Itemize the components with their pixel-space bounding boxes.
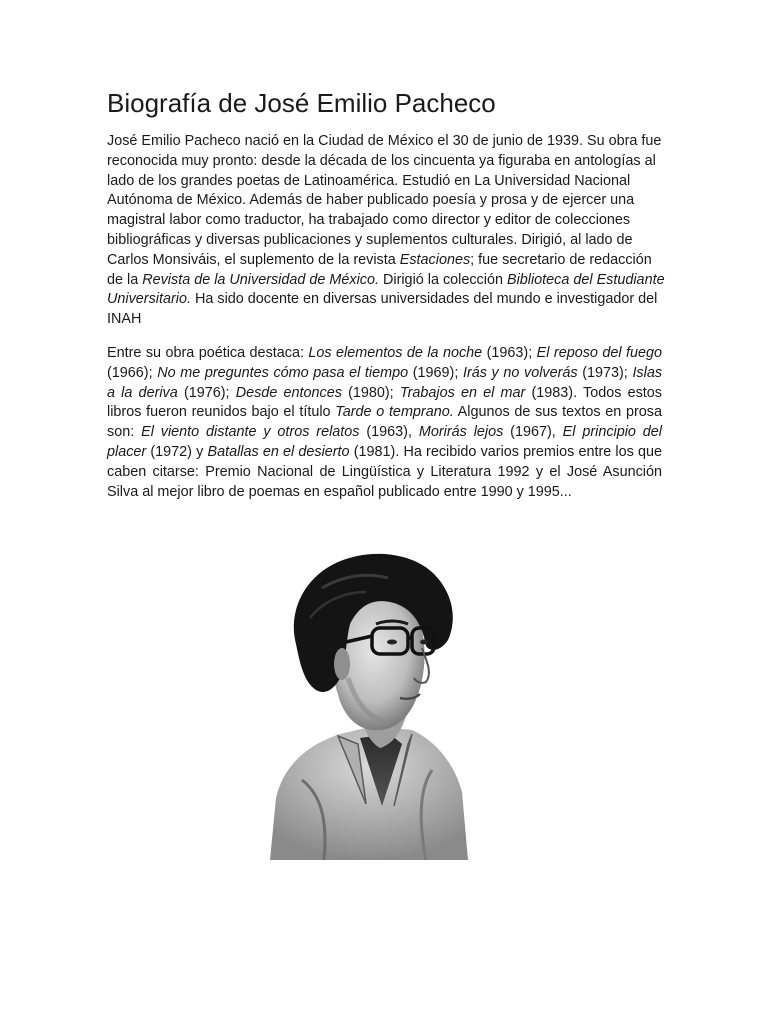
- text-run: (1973);: [577, 364, 633, 381]
- italic-work-title: Irás y no volverás: [462, 364, 578, 381]
- text-run: (1967),: [503, 424, 563, 441]
- italic-work-title: Desde entonces: [235, 384, 342, 401]
- biography-paragraph: [107, 132, 667, 330]
- text-run: Ha sido docente en diversas universidades del mundo e investigador del INAH: [107, 291, 658, 328]
- italic-work-title: Islas a la deriva: [107, 364, 663, 401]
- text-run: Algunos de sus textos en prosa son:: [107, 404, 662, 441]
- italic-work-title: No me preguntes cómo pasa el tiempo: [157, 364, 409, 381]
- italic-title-revista: Revista de la Universidad de México.: [142, 271, 379, 288]
- text-run: (1983). Todos estos libros fueron reunidos bajo el título: [107, 384, 662, 421]
- italic-work-title: El principio del placer: [107, 424, 663, 460]
- italic-work-title: Batallas en el desierto: [207, 443, 350, 460]
- text-run: (1963),: [359, 424, 419, 441]
- italic-title-estaciones: Estaciones: [399, 251, 471, 268]
- text-run: (1963);: [482, 345, 537, 361]
- text-run: (1966);: [107, 364, 158, 381]
- text-run: (1980);: [341, 384, 400, 401]
- text-run: (1976);: [177, 384, 236, 401]
- text-run: (1972) y: [146, 443, 208, 460]
- text-run: Entre su obra poética destaca:: [107, 345, 309, 361]
- ear-shape: [334, 648, 350, 680]
- eye: [420, 640, 428, 645]
- works-paragraph: [107, 344, 662, 502]
- text-run: ; fue secretario de redacción de la: [107, 251, 652, 288]
- eye: [387, 640, 397, 645]
- author-portrait-photo: [262, 548, 478, 860]
- italic-work-title: Trabajos en el mar: [399, 384, 526, 401]
- italic-work-title: Morirás lejos: [418, 424, 504, 441]
- page-title: Biografía de José Emilio Pacheco: [107, 88, 496, 118]
- text-run: (1981). Ha recibido varios premios entre los que caben citarse: Premio Nacional de Lingüística y Literatura 1992 y el José Asunción Silva al mejor libro de poemas en español publicado entre 1990 y 1995...: [107, 443, 662, 500]
- italic-title-biblioteca: Biblioteca del Estudiante Universitario.: [107, 271, 665, 308]
- text-run: José Emilio Pacheco nació en la Ciudad de México el 30 de junio de 1939. Su obra fue reconocida muy pronto: desde la década de los cincuenta ya figuraba en antologías al lado de los grandes poetas de Latinoamérica. Estudió en La Universidad Nacional Autónoma de México. Además de haber publicado poesía y prosa y de ejercer una magistral labor como traductor, ha trabajado como director y editor de colecciones bibliográficas y diversas publicaciones y suplementos culturales. Dirigió, al lado de Carlos Monsiváis, el suplemento de la revista: [107, 133, 662, 268]
- italic-work-title: Tarde o temprano.: [335, 404, 454, 421]
- text-run: (1969);: [408, 364, 463, 381]
- italic-work-title: El viento distante y otros relatos: [141, 424, 360, 441]
- italic-work-title: Los elementos de la noche: [308, 345, 483, 361]
- text-run: Dirigió la colección: [378, 271, 507, 288]
- italic-work-title: El reposo del fuego: [536, 345, 663, 361]
